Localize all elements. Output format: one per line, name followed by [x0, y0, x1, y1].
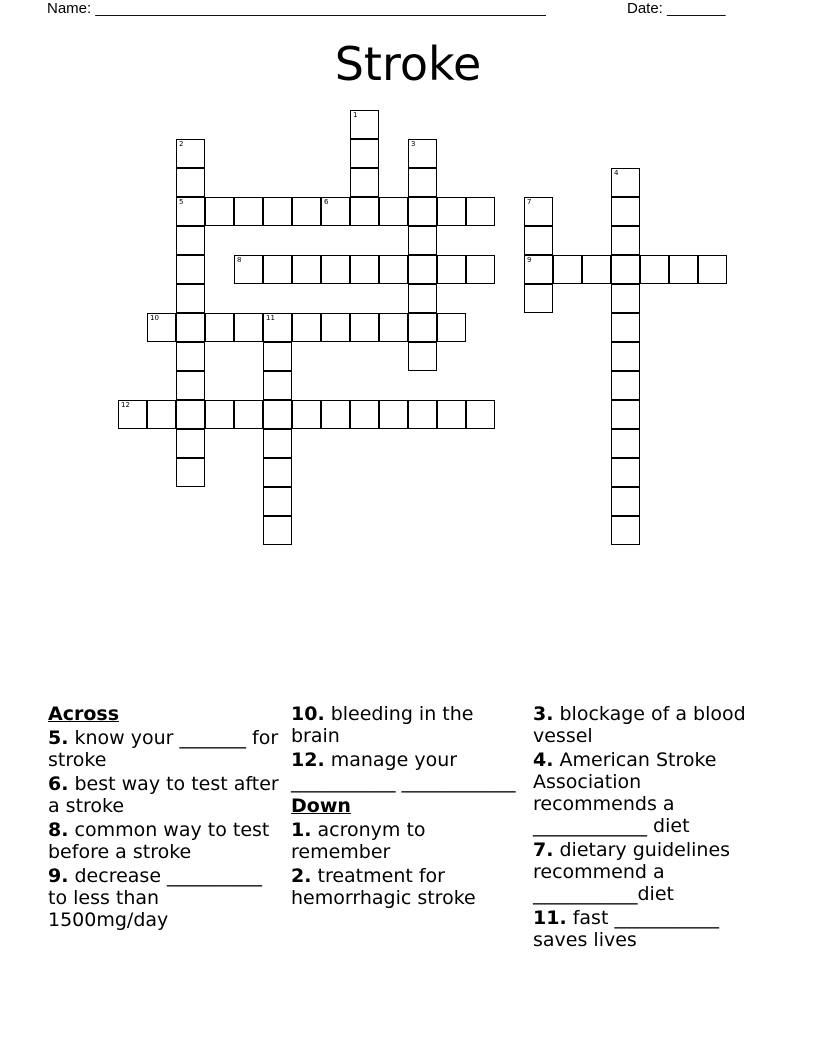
grid-cell[interactable]: [321, 400, 350, 429]
grid-cell[interactable]: [437, 400, 466, 429]
grid-cell[interactable]: [466, 197, 495, 226]
down-heading: Down: [291, 795, 351, 817]
grid-cell[interactable]: [350, 400, 379, 429]
grid-cell[interactable]: [611, 516, 640, 545]
grid-cell[interactable]: [466, 255, 495, 284]
grid-cell[interactable]: [350, 197, 379, 226]
grid-cell[interactable]: [118, 400, 147, 429]
grid-cell[interactable]: [611, 458, 640, 487]
grid-cell[interactable]: [263, 458, 292, 487]
grid-cell[interactable]: [263, 429, 292, 458]
grid-cell[interactable]: [176, 168, 205, 197]
grid-cell[interactable]: [408, 342, 437, 371]
grid-cell[interactable]: [176, 371, 205, 400]
clue-text: blockage of a blood vessel: [533, 703, 752, 747]
grid-cell[interactable]: [263, 255, 292, 284]
date-field-label: Date: _______: [627, 0, 726, 17]
grid-cell[interactable]: [611, 313, 640, 342]
grid-cell[interactable]: [611, 371, 640, 400]
grid-cell[interactable]: [176, 197, 205, 226]
clue-down-7: [533, 839, 765, 905]
clue-down-11: [533, 907, 765, 951]
clue-text: dietary guidelines recommend a ___________diet: [533, 839, 737, 905]
grid-cell[interactable]: [176, 400, 205, 429]
clue-text: bleeding in the brain: [291, 703, 480, 747]
grid-cell[interactable]: [176, 429, 205, 458]
grid-cell[interactable]: [611, 342, 640, 371]
grid-cell[interactable]: [611, 487, 640, 516]
clue-text: American Stroke Association recommends a ____________ diet: [533, 749, 723, 837]
clue-down-1: [291, 819, 523, 863]
grid-cell[interactable]: [611, 168, 640, 197]
grid-cell[interactable]: [147, 313, 176, 342]
grid-cell-number: 4: [614, 169, 619, 177]
grid-cell[interactable]: [408, 226, 437, 255]
grid-cell[interactable]: [669, 255, 698, 284]
grid-cell[interactable]: [379, 255, 408, 284]
grid-cell-number: 5: [179, 198, 184, 206]
grid-cell-number: 2: [179, 140, 184, 148]
clue-across-6: [48, 773, 285, 817]
grid-cell[interactable]: [437, 313, 466, 342]
grid-cell[interactable]: [350, 139, 379, 168]
clue-number: 1.: [291, 819, 312, 841]
clue-number: 11.: [533, 907, 567, 929]
grid-cell[interactable]: [350, 110, 379, 139]
grid-cell[interactable]: [379, 313, 408, 342]
clue-across-5: [48, 727, 285, 771]
grid-cell[interactable]: [234, 255, 263, 284]
clue-down-4: [533, 749, 765, 837]
grid-cell-number: 8: [237, 256, 242, 264]
grid-cell[interactable]: [408, 139, 437, 168]
grid-cell[interactable]: [524, 284, 553, 313]
grid-cell[interactable]: [611, 400, 640, 429]
clue-number: 6.: [48, 773, 69, 795]
grid-cell[interactable]: [524, 255, 553, 284]
clue-text: know your _______ for stroke: [48, 727, 285, 771]
across-heading: Across: [48, 703, 120, 725]
grid-cell-number: 9: [527, 256, 532, 264]
grid-cell[interactable]: [611, 226, 640, 255]
grid-cell[interactable]: [176, 458, 205, 487]
grid-cell[interactable]: [466, 400, 495, 429]
grid-cell[interactable]: [321, 313, 350, 342]
clue-text: decrease __________ to less than 1500mg/day: [48, 865, 269, 931]
clue-across-9: [48, 865, 280, 931]
grid-cell[interactable]: [205, 400, 234, 429]
grid-cell[interactable]: [176, 255, 205, 284]
grid-cell[interactable]: [524, 226, 553, 255]
clue-text: manage your ___________ ____________: [291, 749, 516, 793]
grid-cell[interactable]: [147, 400, 176, 429]
grid-cell-number: 11: [266, 314, 275, 322]
grid-cell[interactable]: [263, 400, 292, 429]
clue-number: 8.: [48, 819, 69, 841]
grid-cell-number: 6: [324, 198, 329, 206]
clue-column-across: [48, 703, 285, 933]
grid-cell[interactable]: [292, 255, 321, 284]
grid-cell[interactable]: [292, 400, 321, 429]
grid-cell[interactable]: [350, 313, 379, 342]
grid-cell[interactable]: [205, 197, 234, 226]
grid-cell[interactable]: [176, 342, 205, 371]
grid-cell[interactable]: [263, 197, 292, 226]
grid-cell-number: 1: [353, 111, 358, 119]
clue-number: 3.: [533, 703, 554, 725]
grid-cell[interactable]: [176, 226, 205, 255]
clue-number: 9.: [48, 865, 69, 887]
clue-text: best way to test after a stroke: [48, 773, 285, 817]
clue-across-12: [291, 749, 523, 793]
grid-cell[interactable]: [205, 313, 234, 342]
grid-cell[interactable]: [611, 284, 640, 313]
grid-cell[interactable]: [379, 197, 408, 226]
grid-cell-number: 10: [150, 314, 159, 322]
grid-cell[interactable]: [292, 197, 321, 226]
grid-cell[interactable]: [408, 313, 437, 342]
grid-cell[interactable]: [582, 255, 611, 284]
grid-cell[interactable]: [234, 313, 263, 342]
grid-cell[interactable]: [379, 400, 408, 429]
clue-down-3: [533, 703, 765, 747]
grid-cell[interactable]: [263, 487, 292, 516]
clue-across-8: [48, 819, 280, 863]
grid-cell[interactable]: [611, 197, 640, 226]
clue-text: treatment for hemorrhagic stroke: [291, 865, 476, 909]
grid-cell[interactable]: [350, 255, 379, 284]
grid-cell[interactable]: [350, 168, 379, 197]
clue-across-10: [291, 703, 523, 747]
grid-cell[interactable]: [263, 313, 292, 342]
clue-number: 4.: [533, 749, 554, 771]
grid-cell[interactable]: [611, 255, 640, 284]
clue-down-2: [291, 865, 523, 909]
grid-cell-number: 12: [121, 401, 130, 409]
clue-column-right: [533, 703, 765, 953]
grid-cell[interactable]: [263, 342, 292, 371]
clue-text: acronym to remember: [291, 819, 432, 863]
clue-column-middle: [291, 703, 523, 911]
grid-cell[interactable]: [640, 255, 669, 284]
grid-cell-number: 3: [411, 140, 416, 148]
grid-cell[interactable]: [698, 255, 727, 284]
grid-cell[interactable]: [292, 313, 321, 342]
grid-cell[interactable]: [437, 255, 466, 284]
clue-number: 2.: [291, 865, 312, 887]
grid-cell[interactable]: [553, 255, 582, 284]
clue-text: fast ___________ saves lives: [533, 907, 725, 951]
grid-cell[interactable]: [234, 400, 263, 429]
grid-cell[interactable]: [408, 197, 437, 226]
grid-cell[interactable]: [321, 197, 350, 226]
grid-cell[interactable]: [176, 313, 205, 342]
clue-text: common way to test before a stroke: [48, 819, 276, 863]
clue-number: 5.: [48, 727, 69, 749]
grid-cell[interactable]: [176, 139, 205, 168]
grid-cell[interactable]: [234, 197, 263, 226]
page-title: Stroke: [334, 37, 482, 91]
grid-cell[interactable]: [524, 197, 553, 226]
grid-cell[interactable]: [408, 255, 437, 284]
grid-cell[interactable]: [176, 284, 205, 313]
grid-cell[interactable]: [437, 197, 466, 226]
grid-cell[interactable]: [321, 255, 350, 284]
name-field-label: Name: ______________________________________________________: [47, 0, 546, 17]
clue-number: 7.: [533, 839, 554, 861]
grid-cell[interactable]: [263, 516, 292, 545]
grid-cell[interactable]: [611, 429, 640, 458]
grid-cell[interactable]: [408, 284, 437, 313]
grid-cell-number: 7: [527, 198, 532, 206]
grid-cell[interactable]: [408, 400, 437, 429]
clue-number: 10.: [291, 703, 325, 725]
grid-cell[interactable]: [408, 168, 437, 197]
grid-cell[interactable]: [263, 371, 292, 400]
clue-number: 12.: [291, 749, 325, 771]
